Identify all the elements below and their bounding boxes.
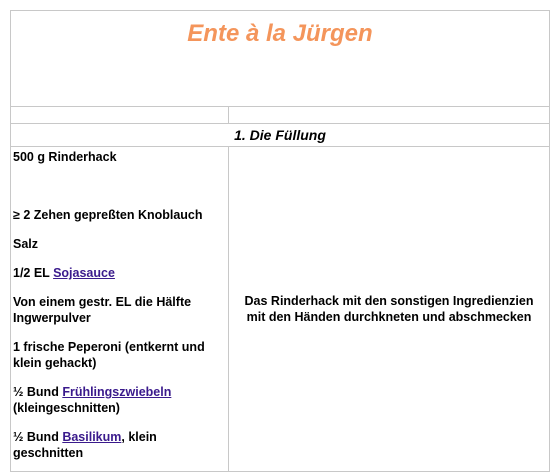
sojasauce-link[interactable]: Sojasauce (53, 266, 115, 280)
instruction-text: Das Rinderhack mit den sonstigen Ingredienzien mit den Händen durchkneten und abschmecken (244, 294, 534, 324)
ingredient-item: 1 frische Peperoni (entkernt und klein gehackt) (13, 340, 205, 370)
fruehlingszwiebeln-link[interactable]: Frühlingszwiebeln (62, 385, 172, 399)
ingredient-prefix: 1/2 EL (13, 266, 54, 280)
instruction-cell (229, 147, 549, 471)
basilikum-link[interactable]: Basilikum (62, 430, 122, 444)
section-title: 1. Die Füllung (234, 127, 326, 143)
empty-cell-left (11, 107, 229, 123)
ingredient-suffix: , klein geschnitten (13, 430, 157, 460)
content-row (11, 147, 549, 471)
ingredients-cell (11, 147, 229, 471)
ingredient-prefix: ½ Bund (13, 430, 63, 444)
ingredient-item: Von einem gestr. EL die Hälfte Ingwerpulver (13, 295, 192, 325)
title-row (11, 11, 549, 107)
ingredient-item (13, 429, 225, 461)
section-header-row (11, 124, 549, 147)
recipe-table (10, 10, 550, 472)
ingredient-item: ≥ 2 Zehen gepreßten Knoblauch (13, 208, 203, 222)
empty-cell-right (229, 107, 549, 123)
ingredient-prefix: ½ Bund (13, 385, 63, 399)
empty-row (11, 107, 549, 124)
ingredient-item: 500 g Rinderhack (13, 150, 117, 164)
ingredient-item (13, 384, 225, 416)
ingredient-suffix: (kleingeschnitten) (13, 401, 120, 415)
ingredient-item: Salz (13, 237, 39, 251)
recipe-title: Ente à la Jürgen (187, 19, 373, 47)
ingredient-item (13, 265, 225, 281)
